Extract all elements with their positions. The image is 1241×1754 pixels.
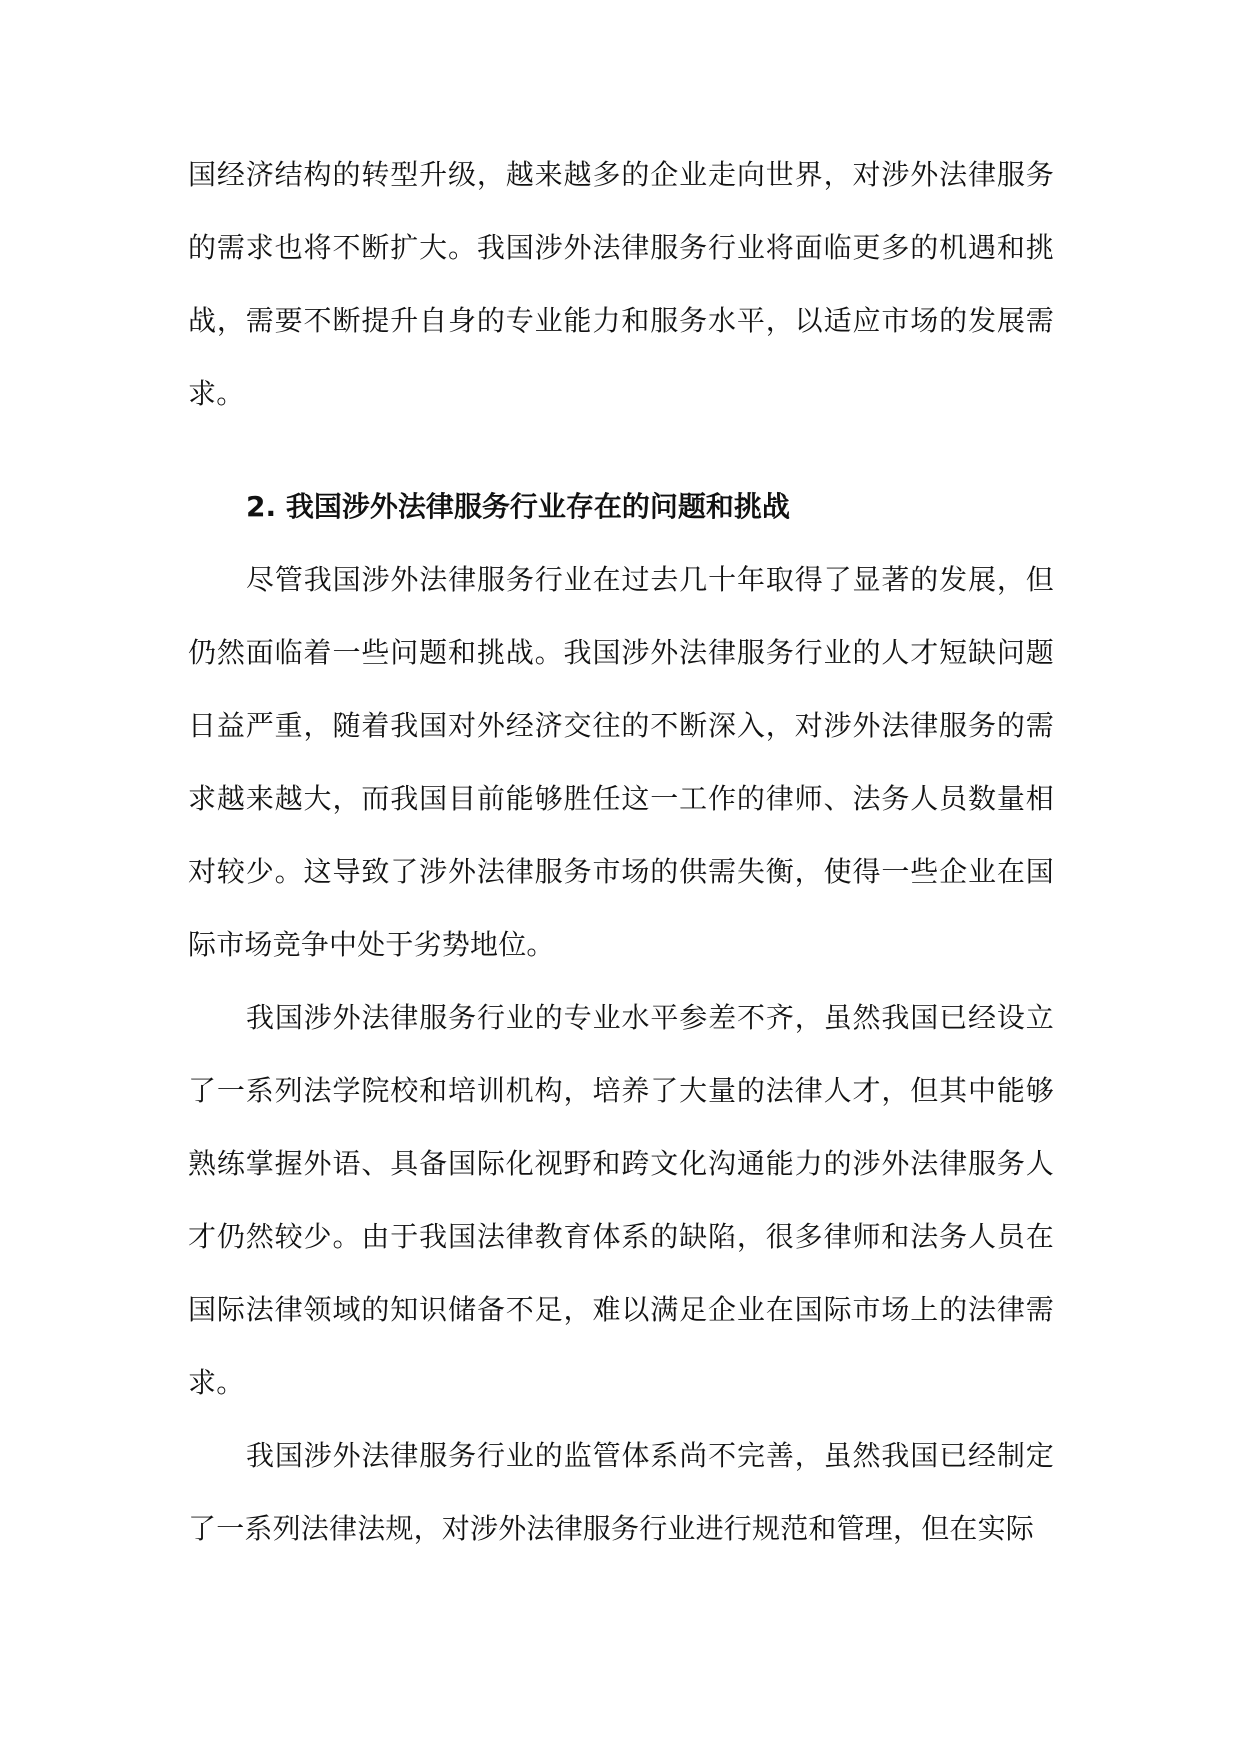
paragraph: 我国涉外法律服务行业的专业水平参差不齐，虽然我国已经设立了一系列法学院校和培训机构，培养了大量的法律人才，但其中能够熟练掌握外语、具备国际化视野和跨文化沟通能力的涉外法律服务人才仍然较少。由于我国法律教育体系的缺陷，很多律师和法务人员在国际法律领域的知识储备不足，难以满足企业在国际市场上的法律需求。: [188, 1001, 1054, 1399]
section-heading: 2. 我国涉外法律服务行业存在的问题和挑战: [246, 490, 790, 523]
paragraph-continuation: 国经济结构的转型升级，越来越多的企业走向世界，对涉外法律服务的需求也将不断扩大。我国涉外法律服务行业将面临更多的机遇和挑战，需要不断提升自身的专业能力和服务水平，以适应市场的发展需求。: [188, 158, 1054, 410]
paragraph: 我国涉外法律服务行业的监管体系尚不完善，虽然我国已经制定了一系列法律法规，对涉外法律服务行业进行规范和管理，但在实际: [188, 1439, 1054, 1545]
paragraph: 尽管我国涉外法律服务行业在过去几十年取得了显著的发展，但仍然面临着一些问题和挑战。我国涉外法律服务行业的人才短缺问题日益严重，随着我国对外经济交往的不断深入，对涉外法律服务的需求越来越大，而我国目前能够胜任这一工作的律师、法务人员数量相对较少。这导致了涉外法律服务市场的供需失衡，使得一些企业在国际市场竞争中处于劣势地位。: [188, 563, 1054, 961]
document-body: [188, 138, 1054, 1565]
